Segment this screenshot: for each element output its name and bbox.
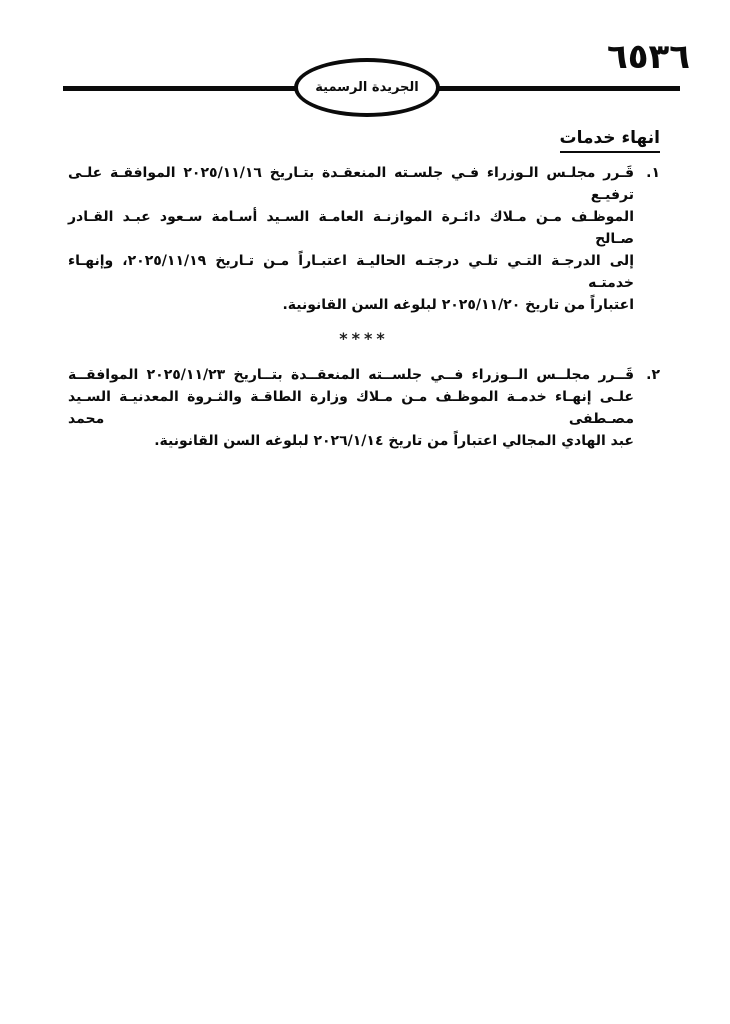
page-number: ٦٥٣٦: [606, 37, 690, 77]
section-heading: انهاء خدمات: [560, 128, 661, 153]
document-body: [68, 128, 660, 452]
item-1-line-1: قَـرر مجلـس الـوزراء فـي جلسـته المنعقـدة بتـاريخ ٢٠٢٥/١١/١٦ الموافقـة علـى ترفيـع: [68, 165, 634, 204]
item-1-line-3: إلى الدرجـة التـي تلـي درجتـه الحاليـة اعتبـاراً مـن تـاريخ ٢٠٢٥/١١/١٩، وإنهـاء خدمتـه: [68, 253, 634, 292]
item-1-line-2: الموظـف مـن مـلاك دائـرة الموازنـة العامـة السـيد أسـامة سـعود عبـد القـادر صـالح: [68, 209, 634, 248]
gazette-title: الجريدة الرسمية: [315, 80, 419, 95]
item-2-line-2: علـى إنهـاء خدمـة الموظـف مـن مـلاك وزارة الطاقـة والثـروة المعدنيـة السـيد مصـطفى محمد: [68, 389, 634, 428]
decision-item-2: [68, 364, 660, 452]
item-2-line-3: عبد الهادي المجالي اعتباراً من تاريخ ٢٠٢٦/١/١٤ لبلوغه السن القانونية.: [154, 433, 634, 450]
decision-item-1: [68, 162, 660, 316]
asterisk-separator: ****: [339, 329, 389, 349]
gazette-ellipse-badge: [294, 58, 440, 117]
item-2-line-1: قَــرر مجلــس الــوزراء فــي جلســته المنعقــدة بتــاريخ ٢٠٢٥/١١/٢٣ الموافقــة: [68, 367, 634, 384]
item-1-line-4: اعتباراً من تاريخ ٢٠٢٥/١١/٢٠ لبلوغه السن القانونية.: [282, 297, 634, 314]
item-2-marker: ٢.: [646, 367, 660, 384]
section-heading-row: [68, 128, 660, 153]
item-1-marker: ١.: [646, 165, 660, 182]
